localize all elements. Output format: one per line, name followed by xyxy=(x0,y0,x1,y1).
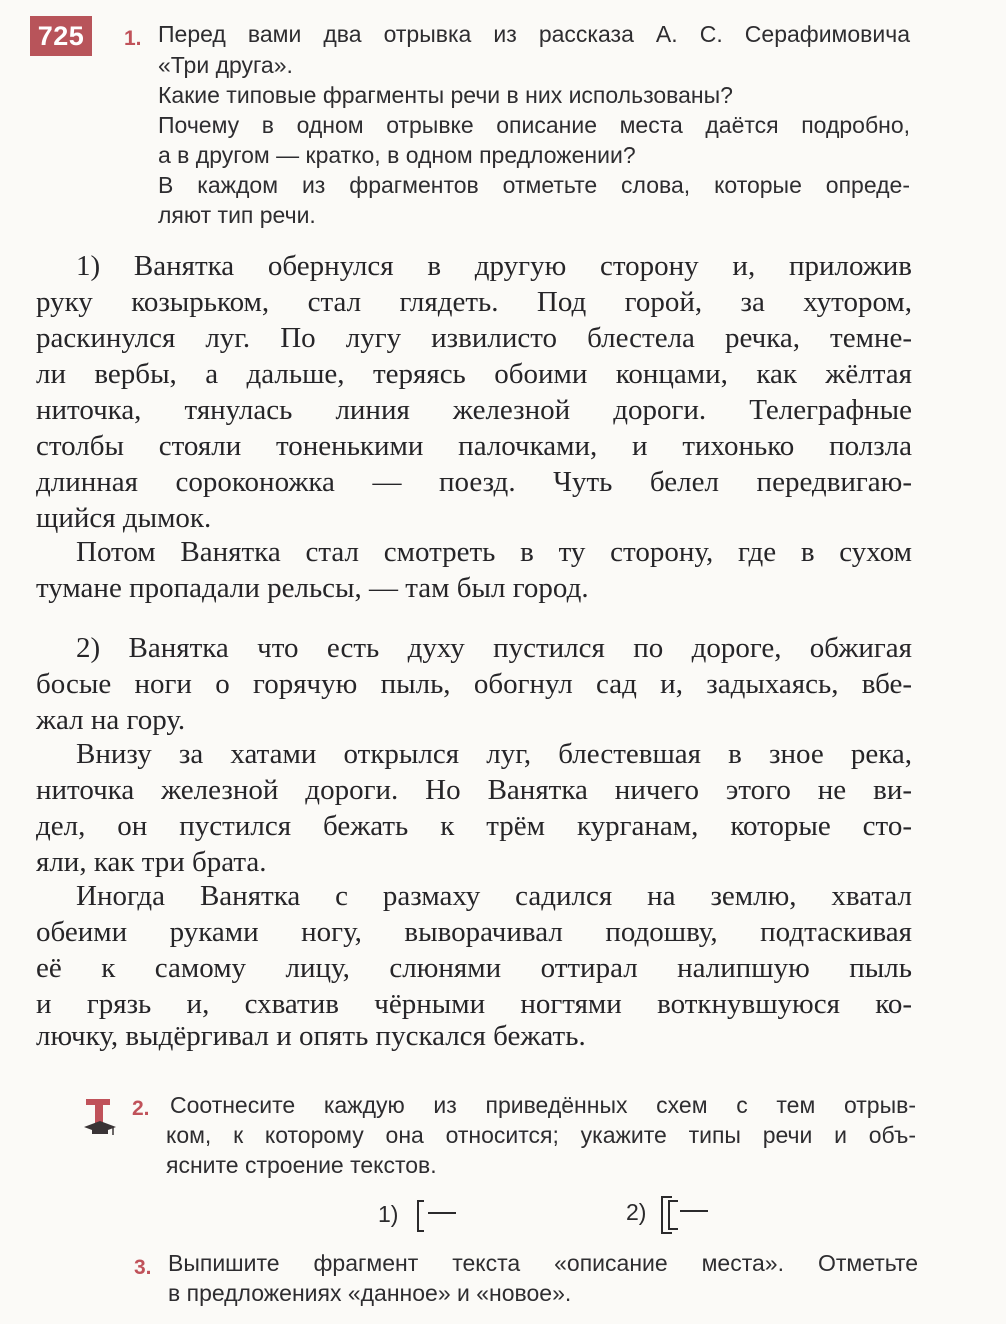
scheme-1-diagram xyxy=(412,1198,460,1234)
passage-2-line: ниточка железной дороги. Но Ванятка ничего этого не ви- xyxy=(36,774,912,806)
passage-2-line: дел, он пустился бежать к трём курганам, которые сто- xyxy=(36,810,912,842)
passage-2-line: яли, как три брата. xyxy=(36,846,267,878)
passage-1-line: столбы стояли тоненькими палочками, и тихонько ползла xyxy=(36,430,912,462)
scheme-2-diagram xyxy=(658,1194,712,1236)
passage-1-line: раскинулся луг. По лугу извилисто блестела речка, темне- xyxy=(36,322,912,354)
task-2-line: Соотнесите каждую из приведённых схем с тем отрыв- xyxy=(170,1092,916,1118)
task-1-line: В каждом из фрагментов отметьте слова, которые опреде- xyxy=(158,172,910,198)
passage-2-line: босые ноги о горячую пыль, обогнул сад и, задыхаясь, вбе- xyxy=(36,668,912,700)
task-1-line: «Три друга». xyxy=(158,52,293,78)
teacher-icon xyxy=(82,1093,118,1139)
passage-2-line: Иногда Ванятка с размаху садился на землю, хватал xyxy=(76,880,912,912)
passage-1-line: ли вербы, а дальше, теряясь обоими концами, как жёлтая xyxy=(36,358,912,390)
scheme-2-label: 2) xyxy=(626,1199,647,1225)
passage-1-line: ниточка, тянулась линия железной дороги. Телеграфные xyxy=(36,394,912,426)
task-2-line: ком, к которому она относится; укажите типы речи и объ- xyxy=(166,1122,916,1148)
passage-1-line: 1) Ванятка обернулся в другую сторону и, приложив xyxy=(76,250,912,282)
passage-2-line: Внизу за хатами открылся луг, блестевшая в зное река, xyxy=(76,738,912,770)
passage-2-line: её к самому лицу, слюнями оттирал налипшую пыль xyxy=(36,952,912,984)
task-3-line: Выпишите фрагмент текста «описание места». Отметьте xyxy=(168,1250,918,1276)
task-3-number: 3. xyxy=(134,1256,152,1279)
task-3-line: в предложениях «данное» и «новое». xyxy=(168,1280,572,1306)
passage-1-line: тумане пропадали рельсы, — там был город. xyxy=(36,572,589,604)
task-1-line: Почему в одном отрывке описание места даётся подробно, xyxy=(158,112,910,138)
task-2-line: ясните строение текстов. xyxy=(166,1152,437,1178)
passage-2-line: 2) Ванятка что есть духу пустился по дороге, обжигая xyxy=(76,632,912,664)
passage-2-line: лючку, выдёргивал и опять пускался бежать. xyxy=(36,1020,586,1052)
scheme-1-label: 1) xyxy=(378,1201,399,1227)
passage-1-line: длинная сороконожка — поезд. Чуть белел передвигаю- xyxy=(36,466,912,498)
exercise-number-badge: 725 xyxy=(30,16,92,56)
passage-1-line: Потом Ванятка стал смотреть в ту сторону, где в сухом xyxy=(76,536,912,568)
task-1-line: а в другом — кратко, в одном предложении? xyxy=(158,142,636,168)
passage-2-line: обеими руками ногу, выворачивал подошву, подтаскивая xyxy=(36,916,912,948)
task-2-number: 2. xyxy=(132,1097,150,1120)
passage-1-line: руку козырьком, стал глядеть. Под горой, за хутором, xyxy=(36,286,912,318)
passage-2-line: жал на гору. xyxy=(36,704,186,736)
task-1-line: Какие типовые фрагменты речи в них использованы? xyxy=(158,82,733,108)
task-1-line: Перед вами два отрывка из рассказа А. С. Серафимовича xyxy=(158,21,910,47)
passage-1-line: щийся дымок. xyxy=(36,502,212,534)
task-1-number: 1. xyxy=(124,27,142,50)
task-1-line: ляют тип речи. xyxy=(158,202,316,228)
passage-2-line: и грязь и, схватив чёрными ногтями воткнувшуюся ко- xyxy=(36,988,912,1020)
